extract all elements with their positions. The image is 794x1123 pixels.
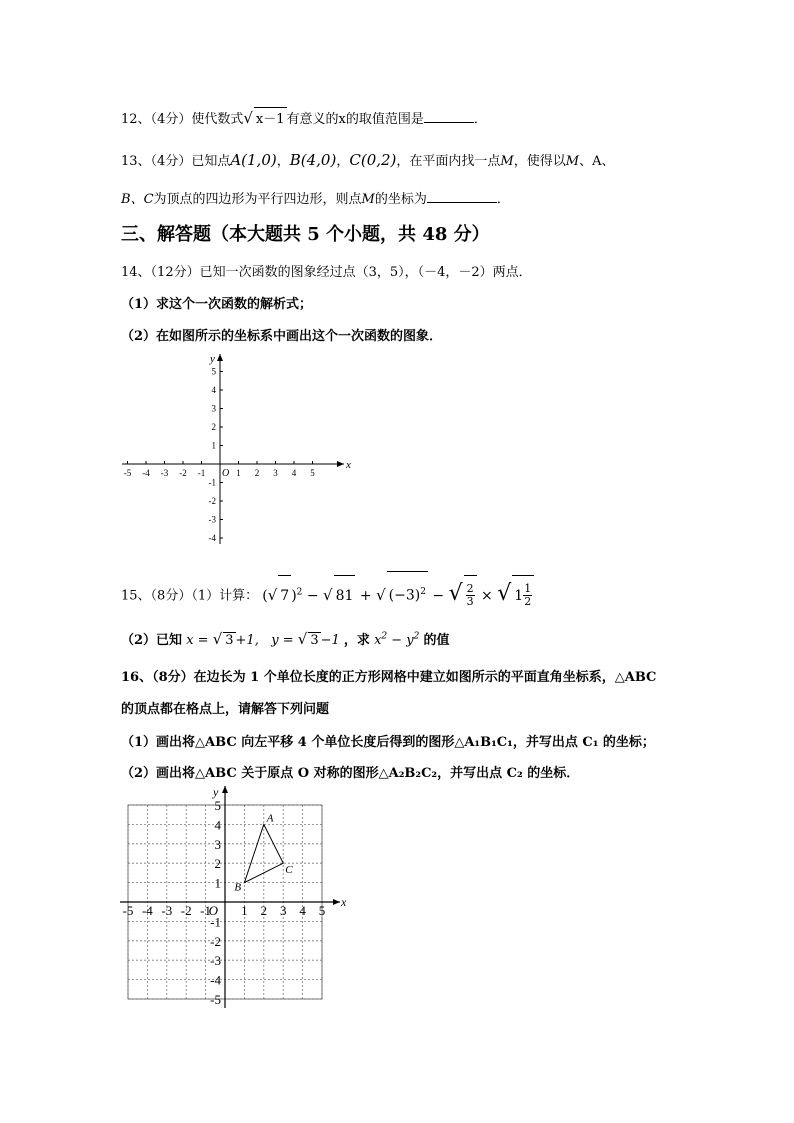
q13-line2-b: B — [121, 192, 131, 207]
x-tick-label: 2 — [260, 903, 268, 918]
q12-prefix: 12、（4分）使代数式 — [121, 112, 244, 127]
y-tick-label: 2 — [214, 856, 221, 872]
q13-line2-end: 的坐标为 — [374, 192, 427, 207]
q13-text2: ，使得以 — [513, 154, 566, 169]
x-tick-label: -5 — [123, 468, 132, 478]
q15-expression: (√ 7 )$^2$ − √ 81 + √ $(-3)^2$ − √ $\frac{2}{3}$ × √ 1 $\frac{1}{2}$ — [262, 588, 534, 604]
y-tick-label: -5 — [210, 992, 221, 1007]
q12-suffix: ． — [473, 112, 487, 127]
q13-line2-c: 、C — [130, 192, 154, 207]
x-axis-arrow — [333, 899, 340, 905]
q16-part2: （2）画出将△ABC 关于原点 O 对称的图形△A₂B₂C₂，并写出点 C₂ 的坐标． — [121, 766, 580, 781]
q13-line2-text: 为顶点的四边形为平行四边形，则点 — [153, 192, 362, 207]
y-axis-arrow — [222, 786, 228, 793]
y-tick-label: 5 — [211, 366, 216, 377]
x-tick-label: -5 — [122, 903, 134, 918]
q16-stem1: 16、（8分）在边长为 1 个单位长度的正方形网格中建立如图所示的平面直角坐标系，△ABC — [121, 670, 657, 685]
y-tick-label: -3 — [210, 953, 221, 969]
x-tick-label: 3 — [273, 468, 278, 478]
x-tick-label: 1 — [241, 903, 248, 918]
x-axis-arrow — [337, 461, 344, 467]
y-tick-label: 4 — [214, 817, 221, 833]
q15-target: $x^2 - y^2$ — [374, 631, 420, 648]
vertex-label: B — [234, 881, 242, 894]
origin-label: O — [208, 903, 218, 918]
y-tick-label: 2 — [211, 422, 216, 432]
q15-line2 — [121, 629, 450, 648]
y-tick-label: 5 — [214, 798, 221, 813]
q15-y-eq: y = √ 3 −1 — [271, 630, 340, 648]
q13-a: 、A、 — [579, 154, 615, 169]
y-tick-label: -4 — [208, 533, 216, 543]
y-tick-label: -1 — [208, 477, 216, 488]
y-tick-label: 4 — [211, 385, 216, 395]
section-3-heading: 三、解答题（本大题共 5 个小题，共 48 分） — [121, 224, 490, 245]
y-axis-label: y — [210, 353, 215, 365]
q15-line1 — [121, 571, 534, 611]
q13-suffix: ． — [496, 192, 510, 207]
question-13: 13、（4分）已知点A(1,0)，B(4,0)，C(0,2)，在平面内找一点M，使得以M、A、 — [121, 151, 615, 169]
x-tick-label: -1 — [197, 468, 206, 478]
q13-m2: M — [565, 154, 580, 169]
q15-part2-end: 的值 — [423, 633, 450, 648]
x-axis-label: x — [346, 459, 351, 471]
y-tick-label: -2 — [210, 933, 221, 949]
x-tick-label: 3 — [279, 903, 287, 918]
grid-2-group — [120, 785, 347, 1008]
q16-stem2: 的顶点都在格点上，请解答下列问题 — [121, 702, 330, 717]
y-tick-label: -3 — [208, 514, 216, 525]
y-tick-label: 3 — [214, 836, 221, 852]
x-tick-label: 4 — [291, 468, 297, 478]
x-tick-label: 1 — [236, 468, 241, 478]
x-tick-label: -2 — [179, 468, 187, 478]
y-tick-label: -1 — [210, 914, 221, 930]
x-tick-label: 2 — [254, 468, 260, 478]
question-13-line2 — [121, 188, 510, 207]
vertex-label: A — [266, 812, 274, 825]
q13-prefix: 13、（4分）已知点 — [121, 154, 231, 169]
q13-text1: ，在平面内找一点 — [396, 154, 501, 169]
x-tick-label: 5 — [318, 903, 326, 918]
q13-answer-blank[interactable] — [427, 190, 497, 203]
q13-m: M — [500, 154, 514, 169]
q14-part1: （1）求这个一次函数的解析式； — [121, 297, 313, 312]
axes-1-group — [122, 353, 351, 544]
x-tick-label: -2 — [180, 903, 192, 918]
q13-point-a: A(1,0) — [230, 151, 277, 169]
x-tick-label: 4 — [299, 903, 306, 918]
y-tick-label: -4 — [210, 972, 221, 988]
y-tick-label: 1 — [214, 875, 221, 891]
x-axis-label: x — [341, 895, 347, 909]
q15-part2-prefix: （2）已知 — [121, 633, 183, 648]
y-axis-arrow — [217, 354, 223, 361]
x-tick-label: -4 — [141, 903, 153, 918]
y-tick-label: -2 — [208, 496, 216, 506]
question-12 — [121, 107, 487, 127]
q12-middle: 有意义的x的取值范围是 — [286, 112, 424, 127]
x-tick-label: -4 — [142, 468, 150, 478]
origin-label: O — [222, 468, 230, 479]
q13-point-b: B(4,0) — [289, 151, 337, 169]
vertex-label: C — [285, 864, 293, 877]
x-tick-label: -1 — [200, 903, 212, 918]
q16-grid-chart[interactable] — [118, 784, 350, 1010]
q13-point-c: C(0,2) — [349, 151, 397, 169]
q12-answer-blank[interactable] — [424, 110, 474, 123]
q14-stem: 14、（12分）已知一次函数的图象经过点（3，5），（－4，－2）两点． — [121, 265, 532, 280]
x-tick-label: -3 — [161, 903, 173, 918]
q15-prefix: 15、（8分）（1）计算： — [121, 588, 259, 604]
q15-part2-mid: ，求 — [343, 633, 370, 648]
y-axis-label: y — [213, 785, 219, 799]
q12-radicand: x－1 — [254, 107, 287, 127]
y-tick-label: 3 — [211, 403, 216, 414]
x-tick-label: -3 — [160, 468, 169, 478]
q15-x-eq: x = √ 3 +1, — [186, 630, 259, 648]
sqrt-sign: √ — [243, 109, 253, 127]
q16-part1: （1）画出将△ABC 向左平移 4 个单位长度后得到的图形△A₁B₁C₁，并写出点 C₁ 的坐标； — [121, 735, 655, 750]
y-tick-label: 1 — [211, 440, 216, 451]
q14-part2: （2）在如图所示的坐标系中画出这个一次函数的图象． — [121, 329, 443, 344]
x-tick-label: 5 — [310, 468, 315, 478]
q13-line2-m: M — [361, 192, 375, 207]
q14-coordinate-axes[interactable] — [118, 352, 358, 548]
